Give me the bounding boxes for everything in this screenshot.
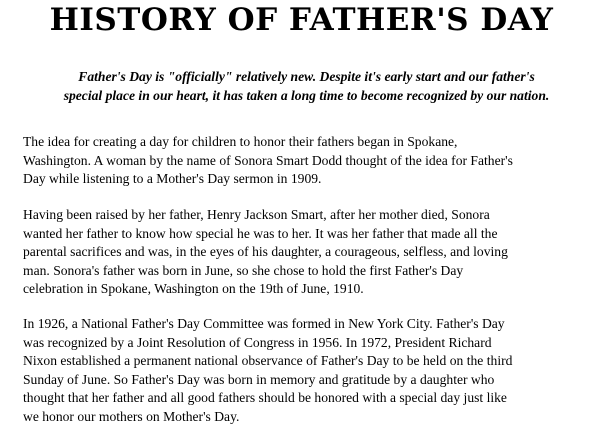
text-line: celebration in Spokane, Washington on the 19th of June, 1910. — [23, 280, 603, 299]
text-line: thought that her father and all good fathers should be honored with a special day just like — [23, 389, 603, 408]
text-line: man. Sonora's father was born in June, so she chose to hold the first Father's Day — [23, 262, 603, 281]
paragraph-origin — [23, 133, 603, 189]
intro-line: Father's Day is "officially" relatively new. Despite it's early start and our father's — [14, 67, 599, 86]
intro-paragraph — [14, 67, 599, 105]
text-line: we honor our mothers on Mother's Day. — [23, 408, 603, 426]
text-line: Sunday of June. So Father's Day was born in memory and gratitude by a daughter who — [23, 371, 603, 390]
paragraph-sonora — [23, 206, 603, 299]
text-line: Nixon established a permanent national observance of Father's Day to be held on the third — [23, 352, 603, 371]
text-line: Day while listening to a Mother's Day sermon in 1909. — [23, 170, 603, 189]
paragraph-recognition — [23, 315, 603, 426]
text-line: parental sacrifices and was, in the eyes of his daughter, a courageous, selfless, and loving — [23, 243, 603, 262]
text-line: The idea for creating a day for children to honor their fathers began in Spokane, — [23, 133, 603, 152]
text-line: In 1926, a National Father's Day Committee was formed in New York City. Father's Day — [23, 315, 603, 334]
text-line: was recognized by a Joint Resolution of Congress in 1956. In 1972, President Richard — [23, 334, 603, 353]
text-line: Washington. A woman by the name of Sonora Smart Dodd thought of the idea for Father's — [23, 152, 603, 171]
text-line: wanted her father to know how special he was to her. It was her father that made all the — [23, 225, 603, 244]
page-title: HISTORY OF FATHER'S DAY — [0, 2, 603, 38]
intro-line: special place in our heart, it has taken a long time to become recognized by our nation. — [14, 86, 599, 105]
text-line: Having been raised by her father, Henry Jackson Smart, after her mother died, Sonora — [23, 206, 603, 225]
